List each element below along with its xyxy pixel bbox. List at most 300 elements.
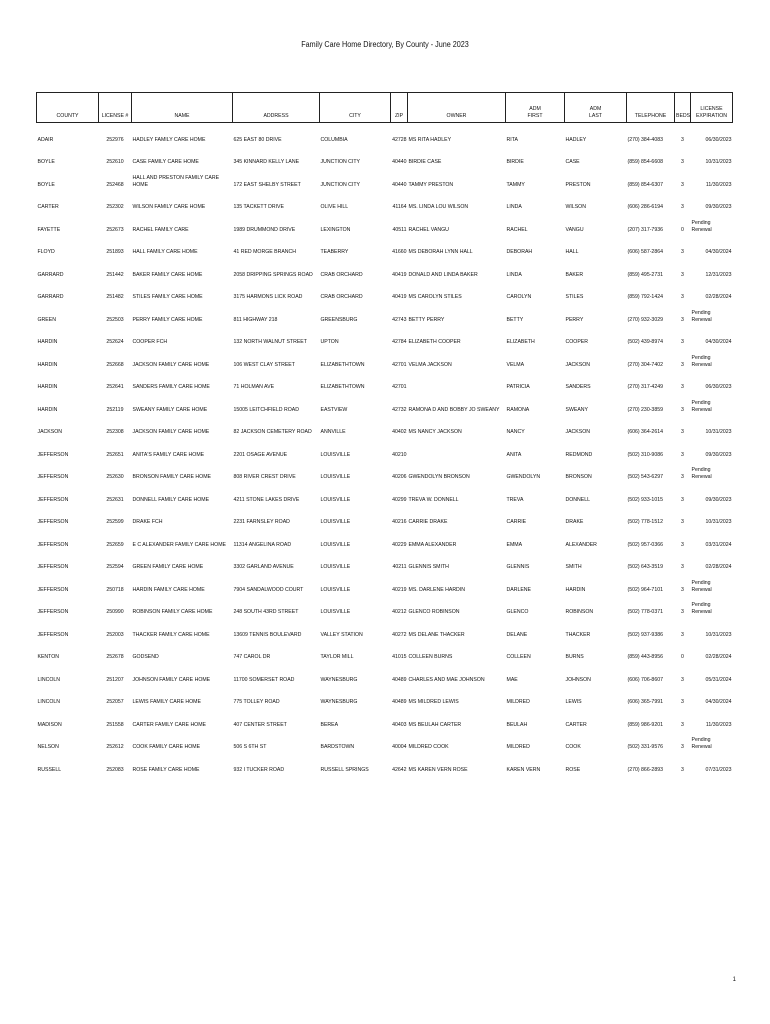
cell-license: 252630 [106,474,124,480]
cell-license-expiration: 11/30/2023 [705,181,732,188]
cell-name: JOHNSON FAMILY CARE HOME [132,676,211,683]
cell-license-expiration: 11/30/2023 [705,721,732,728]
cell-name: THACKER FAMILY CARE HOME [132,631,210,638]
cell-owner: MS BEULAH CARTER [408,721,462,728]
cell-adm-first: ELIZABETH [506,339,535,345]
cell-adm-last: LEWIS [565,699,582,705]
cell-address: 11700 SOMERSET ROAD [233,676,295,683]
cell-owner: MS MILDRED LEWIS [408,699,459,705]
cell-telephone: (270) 304-7402 [627,361,663,368]
directory-table [36,92,733,776]
cell-license: 251558 [106,721,124,728]
cell-telephone: (207) 317-7936 [627,226,663,233]
table-row [37,281,733,304]
cell-adm-first: ANITA [506,451,522,458]
cell-address: 132 NORTH WALNUT STREET [233,339,307,345]
cell-county: JEFFERSON [37,451,69,458]
cell-zip: 40219 [392,586,407,593]
cell-adm-first: GLENCO [506,609,529,615]
cell-beds: 3 [681,451,684,458]
cell-owner [408,438,506,461]
cell-adm-last: HALL [565,249,579,255]
cell-name: HALL FAMILY CARE HOME [132,249,198,255]
cell-telephone: (859) 443-8956 [627,654,663,660]
cell-beds: 3 [681,541,684,548]
cell-beds: 3 [681,294,684,300]
cell-name: HALL AND PRESTON FAMILY CARE HOME [132,174,220,188]
cell-beds: 3 [681,721,684,728]
cell-address: 747 CAROL DR [233,654,271,660]
cell-license: 252468 [106,181,124,188]
cell-owner: MILDRED COOK [408,744,449,750]
cell-name: GREEN FAMILY CARE HOME [132,564,204,570]
table-row [37,371,733,394]
table-row [37,123,733,146]
cell-beds: 3 [681,609,684,615]
cell-city: JUNCTION CITY [320,159,360,165]
cell-address: 106 WEST CLAY STREET [233,361,295,368]
cell-owner: RAMONA D AND BOBBY JO SWEANY [408,406,500,413]
cell-zip: 40403 [392,721,407,728]
cell-county: HARDIN [37,384,58,390]
cell-address: 11314 ANGELINA ROAD [233,541,292,548]
cell-adm-last: ALEXANDER [565,541,597,548]
cell-address: 82 JACKSON CEMETERY ROAD [233,429,312,435]
cell-telephone: (502) 543-6297 [627,474,663,480]
cell-license: 252668 [106,361,124,368]
column-header-license: LICENSE # [99,93,132,123]
cell-adm-first: CAROLYN [506,294,532,300]
cell-license: 252631 [106,496,124,503]
column-header-county: COUNTY [37,93,99,123]
table-row [37,213,733,236]
cell-city: LOUISVILLE [320,586,351,593]
cell-adm-first: RACHEL [506,226,528,233]
cell-address: 15005 LEITCHFIELD ROAD [233,406,299,413]
cell-license: 252057 [106,699,124,705]
cell-license-expiration: Pending Renewal [691,602,712,615]
cell-city: ANNVILLE [320,429,346,435]
cell-owner: MS CAROLYN STILES [408,294,462,300]
cell-adm-first: MILDRED [506,744,530,750]
table-row [37,596,733,619]
cell-beds: 3 [681,564,684,570]
cell-zip: 40440 [392,159,407,165]
cell-zip: 42728 [392,136,407,143]
cell-beds: 3 [681,249,684,255]
cell-license-expiration: Pending Renewal [691,737,712,750]
cell-name: E C ALEXANDER FAMILY CARE HOME [132,541,226,548]
table-row [37,641,733,664]
cell-adm-first: MAE [506,676,518,683]
cell-address: 248 SOUTH 43RD STREET [233,609,299,615]
cell-county: GARRARD [37,294,64,300]
cell-license: 252624 [106,339,124,345]
table-row [37,663,733,686]
cell-beds: 3 [681,384,684,390]
cell-telephone: (502) 331-9576 [627,744,663,750]
cell-owner: COLLEEN BURNS [408,654,453,660]
cell-zip: 40402 [392,429,407,435]
cell-city: LOUISVILLE [320,451,351,458]
cell-owner: TAMMY PRESTON [408,181,454,188]
cell-owner: GLENNIS SMITH [408,564,449,570]
cell-telephone: (502) 778-0371 [627,609,663,615]
cell-city: UPTON [320,339,339,345]
cell-city: LOUISVILLE [320,496,351,503]
table-row [37,528,733,551]
table-row [37,326,733,349]
cell-city: ELIZABETHTOWN [320,384,365,390]
cell-county: JACKSON [37,429,63,435]
cell-telephone: (270) 317-4249 [627,384,663,390]
cell-license: 252659 [106,541,124,548]
cell-name: PERRY FAMILY CARE HOME [132,316,203,323]
cell-adm-first: BETTY [506,316,524,323]
cell-city: LEXINGTON [320,226,351,233]
cell-county: ADAIR [37,136,54,143]
cell-zip: 40489 [392,676,407,683]
cell-name: LEWIS FAMILY CARE HOME [132,699,201,705]
cell-license-expiration: 06/30/2023 [705,136,732,143]
cell-name: RACHEL FAMILY CARE [132,226,189,233]
cell-name: WILSON FAMILY CARE HOME [132,204,206,210]
cell-adm-first: NANCY [506,429,525,435]
cell-beds: 3 [681,474,684,480]
cell-beds: 3 [681,496,684,503]
cell-zip: 40419 [392,271,407,278]
table-row [37,191,733,214]
cell-adm-last: JACKSON [565,361,591,368]
cell-license-expiration: Pending Renewal [691,467,712,480]
cell-adm-first: KAREN VERN [506,766,541,773]
cell-zip: 40004 [392,744,407,750]
cell-license-expiration: 04/30/2024 [705,249,732,255]
cell-adm-last: JOHNSON [565,676,591,683]
cell-county: CARTER [37,204,59,210]
cell-telephone: (270) 384-4083 [627,136,663,143]
cell-name: CASE FAMILY CARE HOME [132,159,199,165]
cell-adm-last: ROSE [565,766,581,773]
cell-beds: 3 [681,159,684,165]
cell-license: 252678 [106,654,124,660]
table-row [37,686,733,709]
cell-county: JEFFERSON [37,609,69,615]
cell-name: COOK FAMILY CARE HOME [132,744,201,750]
table-row [37,731,733,754]
cell-license: 251442 [106,271,124,278]
cell-city: VALLEY STATION [320,631,363,638]
table-row [37,416,733,439]
cell-beds: 3 [681,204,684,210]
cell-name: HARDIN FAMILY CARE HOME [132,586,205,593]
cell-address: 407 CENTER STREET [233,721,287,728]
cell-address: 7904 SANDALWOOD COURT [233,586,304,593]
cell-beds: 3 [681,744,684,750]
cell-license: 250718 [106,586,124,593]
cell-license: 252651 [106,451,124,458]
cell-owner: BETTY PERRY [408,316,445,323]
table-row [37,258,733,281]
cell-zip: 40440 [392,181,407,188]
cell-license: 252594 [106,564,124,570]
cell-address: 41 RED MORGE BRANCH [233,249,297,255]
cell-beds: 3 [681,271,684,278]
cell-zip: 40299 [392,496,407,503]
cell-county: LINCOLN [37,699,60,705]
cell-county: NELSON [37,744,59,750]
cell-license-expiration: Pending Renewal [691,219,712,233]
cell-address: 1989 DRUMMOND DRIVE [233,226,296,233]
cell-adm-last: COOPER [565,339,588,345]
cell-address: 71 HOLMAN AVE [233,384,275,390]
cell-license-expiration: 02/28/2024 [705,294,732,300]
cell-county: BOYLE [37,181,55,188]
cell-adm-first: TREVA [506,496,524,503]
cell-address: 506 S 6TH ST [233,744,267,750]
column-header-adm-first: ADM FIRST [506,93,565,123]
column-header-name: NAME [132,93,233,123]
document-title: Family Care Home Directory, By County - June 2023 [301,40,469,49]
cell-owner: MS DEBORAH LYNN HALL [408,249,473,255]
cell-adm-first: BIRDIE [506,159,524,165]
cell-adm-last: PRESTON [565,181,591,188]
cell-license: 252673 [106,226,124,233]
cell-beds: 0 [681,226,684,233]
cell-license: 252003 [106,631,124,638]
cell-city: RUSSELL SPRINGS [320,766,369,773]
cell-owner: MS. DARLENE HARDIN [408,586,465,593]
cell-adm-first: DARLENE [506,586,532,593]
cell-adm-last: WILSON [565,204,586,210]
cell-beds: 3 [681,316,684,323]
cell-name: BAKER FAMILY CARE HOME [132,271,203,278]
cell-city: GREENSBURG [320,316,358,323]
cell-owner: MS DELANE THACKER [408,631,465,638]
cell-owner: ELIZABETH COOPER [408,339,461,345]
cell-adm-last: REDMOND [565,451,593,458]
cell-owner: DONALD AND LINDA BAKER [408,271,478,278]
cell-address: 2201 OSAGE AVENUE [233,451,288,458]
cell-city: WAYNESBURG [320,699,358,705]
cell-beds: 3 [681,631,684,638]
table-row [37,483,733,506]
cell-county: JEFFERSON [37,519,69,525]
cell-city: LOUISVILLE [320,519,351,525]
cell-telephone: (502) 937-9386 [627,631,663,638]
cell-telephone: (859) 792-1424 [627,294,663,300]
cell-beds: 3 [681,699,684,705]
cell-adm-first: COLLEEN [506,654,531,660]
cell-name: JACKSON FAMILY CARE HOME [132,361,210,368]
cell-zip: 40211 [392,564,407,570]
cell-beds: 3 [681,406,684,413]
cell-license: 252641 [106,384,124,390]
cell-county: BOYLE [37,159,55,165]
cell-telephone: (270) 866-2893 [627,766,663,773]
cell-telephone: (502) 778-1512 [627,519,663,525]
cell-county: GARRARD [37,271,64,278]
cell-address: 625 EAST 80 DRIVE [233,136,282,143]
header-row [37,93,733,123]
cell-beds: 3 [681,519,684,525]
cell-address: 808 RIVER CREST DRIVE [233,474,296,480]
cell-county: LINCOLN [37,676,60,683]
cell-license-expiration: 03/31/2024 [705,541,732,548]
cell-license-expiration: 12/31/2023 [705,271,732,278]
cell-address: 3302 GARLAND AVENUE [233,564,294,570]
cell-name: DRAKE FCH [132,519,163,525]
cell-address: 2058 DRIPPING SPRINGS ROAD [233,271,313,278]
table-row [37,146,733,169]
cell-name: ROBINSON FAMILY CARE HOME [132,609,213,615]
cell-beds: 3 [681,676,684,683]
cell-address: 775 TOLLEY ROAD [233,699,280,705]
cell-license: 252612 [106,744,124,750]
cell-owner: CARRIE DRAKE [408,519,448,525]
cell-name: GODSEND [132,654,159,660]
cell-telephone: (606) 365-7991 [627,699,663,705]
cell-owner: TREVA W. DONNELL [408,496,459,503]
cell-zip: 40511 [392,226,407,233]
cell-license-expiration: 10/31/2023 [705,429,732,435]
cell-license-expiration: 09/30/2023 [705,204,732,210]
cell-telephone: (606) 587-2864 [627,249,663,255]
cell-zip: 40419 [392,294,407,300]
cell-county: HARDIN [37,339,58,345]
cell-telephone: (502) 439-8974 [627,339,663,345]
cell-adm-last: SMITH [565,564,582,570]
cell-license-expiration: 10/31/2023 [705,519,732,525]
cell-adm-first: DEBORAH [506,249,533,255]
cell-name: DONNELL FAMILY CARE HOME [132,496,210,503]
cell-license-expiration: 10/31/2023 [705,631,732,638]
cell-zip: 42732 [392,406,407,413]
cell-adm-last: COOK [565,744,581,750]
cell-zip: 41164 [392,204,407,210]
cell-adm-first: LINDA [506,271,522,278]
cell-adm-last: STILES [565,294,584,300]
cell-telephone: (502) 957-0366 [627,541,663,548]
cell-city: WAYNESBURG [320,676,358,683]
cell-county: RUSSELL [37,766,62,773]
cell-adm-first: RITA [506,136,518,143]
table-row [37,506,733,529]
cell-county: FAYETTE [37,226,61,233]
cell-owner: CHARLES AND MAE JOHNSON [408,676,485,683]
cell-adm-last: VANGU [565,226,584,233]
cell-license-expiration: 07/31/2023 [705,766,732,773]
cell-telephone: (606) 364-2614 [627,429,663,435]
table-row [37,303,733,326]
column-header-adm-last: ADM LAST [565,93,627,123]
cell-adm-first: RAMONA [506,406,530,413]
cell-name: JACKSON FAMILY CARE HOME [132,429,210,435]
cell-zip: 40206 [392,474,407,480]
table-row [37,461,733,484]
cell-county: JEFFERSON [37,541,69,548]
cell-license-expiration: 05/31/2024 [705,676,732,683]
cell-adm-first: CARRIE [506,519,527,525]
cell-adm-last: ROBINSON [565,609,594,615]
cell-address: 172 EAST SHELBY STREET [233,181,301,188]
cell-owner: GLENCO ROBINSON [408,609,460,615]
cell-name: HADLEY FAMILY CARE HOME [132,136,206,143]
cell-zip: 42701 [392,384,407,390]
cell-license: 252976 [106,136,124,143]
cell-telephone: (606) 706-8607 [627,676,663,683]
cell-adm-last: HADLEY [565,136,587,143]
cell-beds: 3 [681,136,684,143]
cell-telephone: (502) 933-1015 [627,496,663,503]
cell-city: BARDSTOWN [320,744,355,750]
cell-telephone: (859) 986-9201 [627,721,663,728]
cell-name: STILES FAMILY CARE HOME [132,294,203,300]
cell-county: GREEN [37,316,56,323]
cell-license-expiration: 09/30/2023 [705,496,732,503]
cell-address: 2231 FARNSLEY ROAD [233,519,290,525]
cell-adm-last: BAKER [565,271,584,278]
cell-county: MADISON [37,721,62,728]
cell-name: SANDERS FAMILY CARE HOME [132,384,210,390]
table-row [37,573,733,596]
cell-beds: 3 [681,339,684,345]
cell-city: BEREA [320,721,339,728]
cell-adm-last: CARTER [565,721,587,728]
cell-beds: 3 [681,429,684,435]
cell-license-expiration: 02/28/2024 [705,654,732,660]
cell-adm-first: MILDRED [506,699,530,705]
cell-adm-last: BURNS [565,654,584,660]
table-row [37,348,733,371]
cell-city: LOUISVILLE [320,541,351,548]
cell-license-expiration: 09/30/2023 [705,451,732,458]
cell-city: TAYLOR MILL [320,654,354,660]
cell-city: COLUMBIA [320,136,348,143]
cell-county: JEFFERSON [37,496,69,503]
cell-adm-last: BRONSON [565,474,592,480]
cell-name: CARTER FAMILY CARE HOME [132,721,207,728]
cell-license-expiration: 04/30/2024 [705,339,732,345]
cell-adm-last: SANDERS [565,384,591,390]
cell-city: JUNCTION CITY [320,181,360,188]
cell-zip: 42701 [392,361,407,368]
table-row [37,236,733,259]
cell-telephone: (859) 854-6307 [627,181,663,188]
cell-license-expiration: 04/30/2024 [705,699,732,705]
cell-license: 251893 [106,249,124,255]
cell-city: LOUISVILLE [320,609,351,615]
table-row [37,551,733,574]
cell-owner: MS KAREN VERN ROSE [408,766,468,773]
cell-license: 252308 [106,429,124,435]
cell-license: 251482 [106,294,124,300]
column-header-owner: OWNER [408,93,506,123]
cell-address: 811 HIGHWAY 218 [233,316,278,323]
cell-telephone: (859) 854-6608 [627,159,663,165]
cell-adm-last: JACKSON [565,429,591,435]
cell-telephone: (502) 643-3519 [627,564,663,570]
cell-license-expiration: Pending Renewal [691,354,712,368]
cell-beds: 3 [681,586,684,593]
cell-adm-last: DONNELL [565,496,591,503]
cell-license: 252610 [106,159,124,165]
cell-telephone: (502) 310-9086 [627,451,663,458]
cell-adm-last: DRAKE [565,519,584,525]
cell-beds: 3 [681,766,684,773]
cell-license: 252119 [106,406,124,413]
cell-license-expiration: Pending Renewal [691,309,712,323]
